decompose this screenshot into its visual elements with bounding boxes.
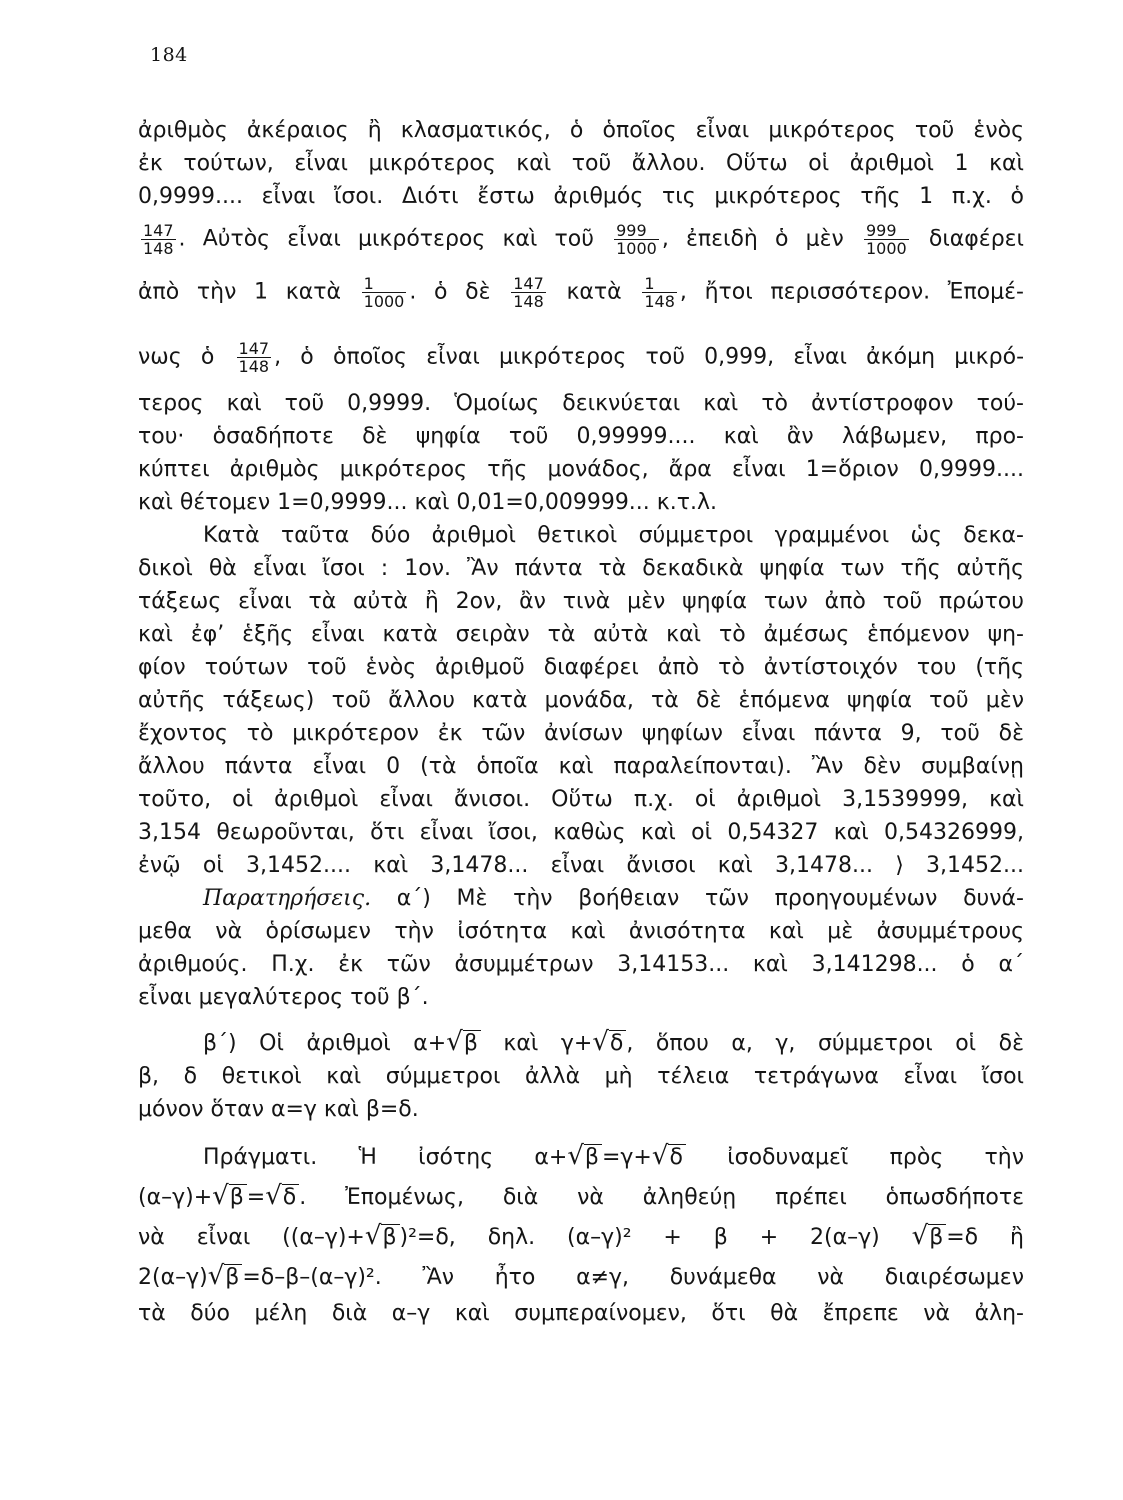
fraction: $\frac{147}{148}$ <box>143 221 174 258</box>
fraction: $\frac{1}{148}$ <box>644 274 675 311</box>
section-heading: Παρατηρήσεις. <box>203 886 372 911</box>
fraction: $\frac{147}{148}$ <box>238 339 270 376</box>
text-line: Παρατηρήσεις. α΄) Μὲ τὴν βοήθειαν τῶν προηγουμένων δυνά- <box>203 886 1024 911</box>
text-line: Κατὰ ταῦτα δύο ἀριθμοὶ θετικοὶ σύμμετροι γραμμένοι ὡς δεκα- <box>203 523 1024 548</box>
text-line: κύπτει ἀριθμὸς μικρότερος τῆς μονάδος, ἄρα εἶναι 1=ὅριον 0,9999.... <box>138 457 1024 482</box>
text-line: του· ὁσαδήποτε δὲ ψηφία τοῦ 0,99999.... καὶ ἂν λάβωμεν, προ- <box>138 424 1024 449</box>
text-line: ἐκ τούτων, εἶναι μικρότερος καὶ τοῦ ἄλλου. Οὕτω οἱ ἀριθμοὶ 1 καὶ <box>138 151 1024 176</box>
text-line: 0,9999.... εἶναι ἴσοι. Διότι ἔστω ἀριθμός τις μικρότερος τῆς 1 π.χ. ὁ <box>138 184 1024 209</box>
text-line: ἔχοντος τὸ μικρότερον ἐκ τῶν ἀνίσων ψηφίων εἶναι πάντα 9, τοῦ δὲ <box>138 721 1024 746</box>
page-number: 184 <box>150 44 188 66</box>
text-line: ἀριθμὸς ἀκέραιος ἢ κλασματικός, ὁ ὁποῖος εἶναι μικρότερος τοῦ ἑνὸς <box>138 118 1024 143</box>
text-line: αὐτῆς τάξεως) τοῦ ἄλλου κατὰ μονάδα, τὰ δὲ ἑπόμενα ψηφία τοῦ μὲν <box>138 688 1024 713</box>
text-line: νὰ εἶναι ((α–γ)+√β )²=δ, δηλ. (α–γ)² + β + 2(α–γ) √β =δ ἢ <box>138 1221 1024 1251</box>
text-line: β΄) Οἱ ἀριθμοὶ α+√β καὶ γ+√δ , ὅπου α, γ, σύμμετροι οἱ δὲ <box>203 1027 1024 1057</box>
fraction: $\frac{999}{1000}$ <box>866 221 907 258</box>
text-line: ἐνῷ οἱ 3,1452.... καὶ 3,1478... εἶναι ἄνισοι καὶ 3,1478... ⟩ 3,1452... <box>138 853 1024 878</box>
fraction: $\frac{1}{1000}$ <box>363 274 405 311</box>
text-line: τὰ δύο μέλη διὰ α–γ καὶ συμπεραίνομεν, ὅτι θὰ ἔπρεπε νὰ ἀλη- <box>138 1301 1024 1326</box>
fraction: $\frac{999}{1000}$ <box>616 221 657 258</box>
text-line: ἀριθμούς. Π.χ. ἐκ τῶν ἀσυμμέτρων 3,14153... καὶ 3,141298... ὁ α΄ <box>138 952 1024 977</box>
fraction: $\frac{147}{148}$ <box>513 274 544 311</box>
text-line: νως ὁ $\frac{147}{148}$ , ὁ ὁποῖος εἶναι μικρότερος τοῦ 0,999, εἶναι ἀκόμη μικρό- <box>138 339 1025 376</box>
text-line: 3,154 θεωροῦνται, ὅτι εἶναι ἴσοι, καθὼς καὶ οἱ 0,54327 καὶ 0,54326999, <box>138 820 1024 845</box>
text-line: Πράγματι. Ἡ ἰσότης α+√β =γ+√δ ἰσοδυναμεῖ πρὸς τὴν <box>203 1141 1024 1171</box>
text-line: μόνον ὅταν α=γ καὶ β=δ. <box>138 1097 419 1122</box>
text-line: τερος καὶ τοῦ 0,9999. Ὁμοίως δεικνύεται καὶ τὸ ἀντίστροφον τού- <box>138 391 1024 416</box>
text-line: ἀπὸ τὴν 1 κατὰ $\frac{1}{1000}$ . ὁ δὲ $\frac{147}{148}$ κατὰ $\frac{1}{148}$ , ἤτοι περισσότερον. Ἐπομέ- <box>138 274 1024 311</box>
text-line: (α–γ)+√β =√δ . Ἐπομένως, διὰ νὰ ἀληθεύῃ πρέπει ὁπωσδήποτε <box>138 1181 1024 1211</box>
text-line: εἶναι μεγαλύτερος τοῦ β΄. <box>138 985 429 1010</box>
text-line: $\frac{147}{148}$ . Αὐτὸς εἶναι μικρότερος καὶ τοῦ $\frac{999}{1000}$ , ἐπειδὴ ὁ μὲν $\frac{999}{1000}$ διαφέρει <box>143 221 1025 258</box>
text-line: τοῦτο, οἱ ἀριθμοὶ εἶναι ἄνισοι. Οὕτω π.χ. οἱ ἀριθμοὶ 3,1539999, καὶ <box>138 787 1024 812</box>
text-line: καὶ θέτομεν 1=0,9999... καὶ 0,01=0,009999... κ.τ.λ. <box>138 490 717 515</box>
text-line: καὶ ἐφ’ ἑξῆς εἶναι κατὰ σειρὰν τὰ αὐτὰ καὶ τὸ ἀμέσως ἑπόμενον ψη- <box>138 622 1024 647</box>
text-line: δικοὶ θὰ εἶναι ἴσοι : 1ον. Ἂν πάντα τὰ δεκαδικὰ ψηφία των τῆς αὐτῆς <box>138 556 1024 581</box>
text-line: φίον τούτων τοῦ ἑνὸς ἀριθμοῦ διαφέρει ἀπὸ τὸ ἀντίστοιχόν του (τῆς <box>138 655 1024 680</box>
text-line: 2(α–γ)√β =δ–β–(α–γ)². Ἂν ἦτο α≠γ, δυνάμεθα νὰ διαιρέσωμεν <box>138 1261 1024 1291</box>
text-line: ἄλλου πάντα εἶναι 0 (τὰ ὁποῖα καὶ παραλείπονται). Ἂν δὲν συμβαίνῃ <box>138 754 1024 779</box>
text-line: β, δ θετικοὶ καὶ σύμμετροι ἀλλὰ μὴ τέλεια τετράγωνα εἶναι ἴσοι <box>138 1064 1024 1089</box>
text-line: τάξεως εἶναι τὰ αὐτὰ ἢ 2ον, ἂν τινὰ μὲν ψηφία των ἀπὸ τοῦ πρώτου <box>138 589 1024 614</box>
text-line: μεθα νὰ ὁρίσωμεν τὴν ἰσότητα καὶ ἀνισότητα καὶ μὲ ἀσυμμέτρους <box>138 919 1024 944</box>
